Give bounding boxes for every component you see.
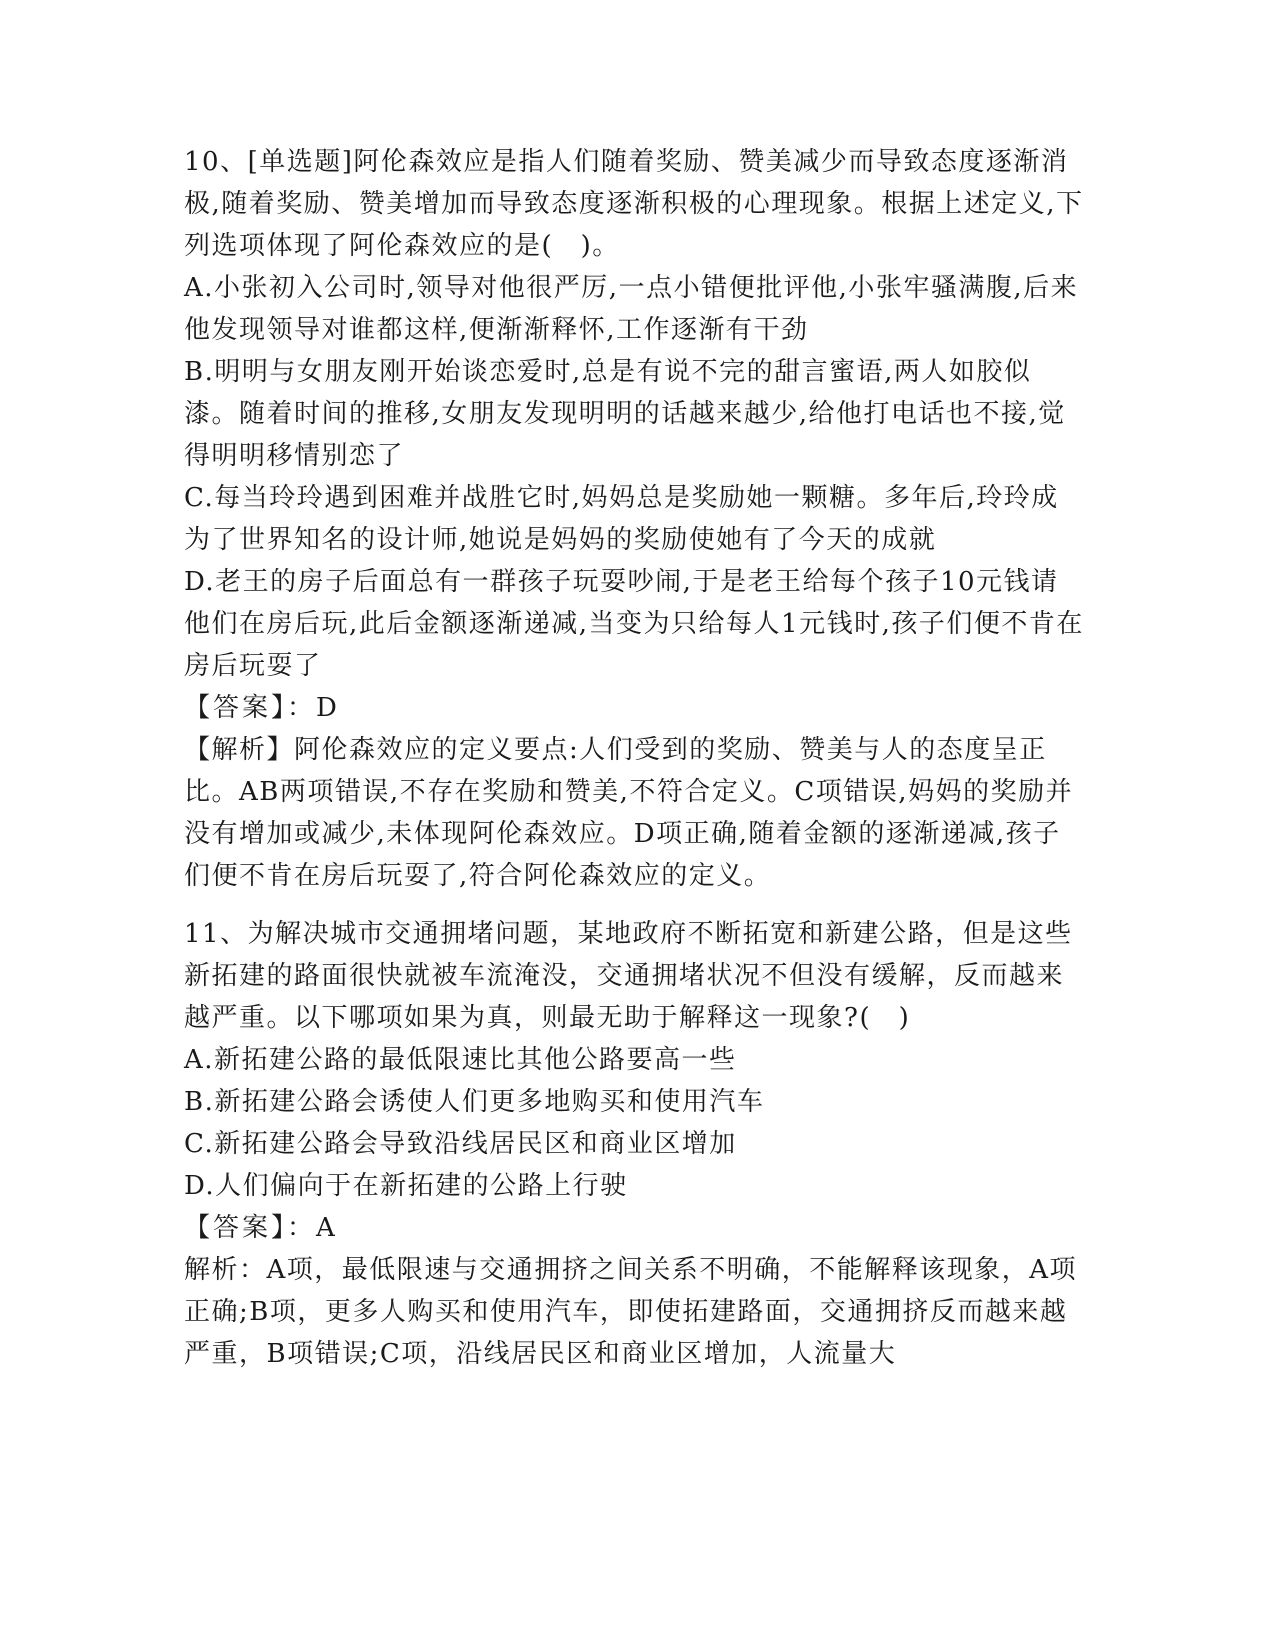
question-10-option-c: C.每当玲玲遇到困难并战胜它时,妈妈总是奖励她一颗糖。多年后,玲玲成为了世界知名的设计师,她说是妈妈的奖励使她有了今天的成就 [184, 483, 1059, 555]
question-10-analysis: 【解析】阿伦森效应的定义要点:人们受到的奖励、赞美与人的态度呈正比。AB两项错误,不存在奖励和赞美,不符合定义。C项错误,妈妈的奖励并没有增加或减少,未体现阿伦森效应。D项正确,随着金额的逐渐递减,孩子们便不肯在房后玩耍了,符合阿伦森效应的定义。 [184, 735, 1074, 891]
question-11-option-c: C.新拓建公路会导致沿线居民区和商业区增加 [184, 1129, 737, 1159]
document-page [184, 141, 1084, 1375]
question-11-analysis: 解析：A项，最低限速与交通拥挤之间关系不明确，不能解释该现象，A项正确;B项，更多人购买和使用汽车，即使拓建路面，交通拥挤反而越来越严重，B项错误;C项，沿线居民区和商业区增加，人流量大 [184, 1255, 1078, 1369]
question-10 [184, 141, 1084, 897]
question-11-stem: 11、为解决城市交通拥堵问题，某地政府不断拓宽和新建公路，但是这些新拓建的路面很快就被车流淹没，交通拥堵状况不但没有缓解，反而越来越严重。以下哪项如果为真，则最无助于解释这一现象?( ) [184, 919, 1073, 1033]
question-11 [184, 913, 1084, 1375]
question-11-option-a: A.新拓建公路的最低限速比其他公路要高一些 [184, 1045, 737, 1075]
question-10-answer: 【答案】：D [184, 693, 340, 723]
question-10-option-b: B.明明与女朋友刚开始谈恋爱时,总是有说不完的甜言蜜语,两人如胶似漆。随着时间的推移,女朋友发现明明的话越来越少,给他打电话也不接,觉得明明移情别恋了 [184, 357, 1066, 471]
section-spacer [184, 897, 1084, 913]
question-11-answer: 【答案】：A [184, 1213, 338, 1243]
question-10-stem: 10、[单选题]阿伦森效应是指人们随着奖励、赞美减少而导致态度逐渐消极,随着奖励、赞美增加而导致态度逐渐积极的心理现象。根据上述定义,下列选项体现了阿伦森效应的是( )。 [184, 147, 1084, 261]
question-11-option-d: D.人们偏向于在新拓建的公路上行驶 [184, 1171, 628, 1201]
question-11-option-b: B.新拓建公路会诱使人们更多地购买和使用汽车 [184, 1087, 765, 1117]
question-10-option-d: D.老王的房子后面总有一群孩子玩耍吵闹,于是老王给每个孩子10元钱请他们在房后玩,此后金额逐渐递减,当变为只给每人1元钱时,孩子们便不肯在房后玩耍了 [184, 567, 1084, 681]
question-10-option-a: A.小张初入公司时,领导对他很严厉,一点小错便批评他,小张牢骚满腹,后来他发现领导对谁都这样,便渐渐释怀,工作逐渐有干劲 [184, 273, 1079, 345]
